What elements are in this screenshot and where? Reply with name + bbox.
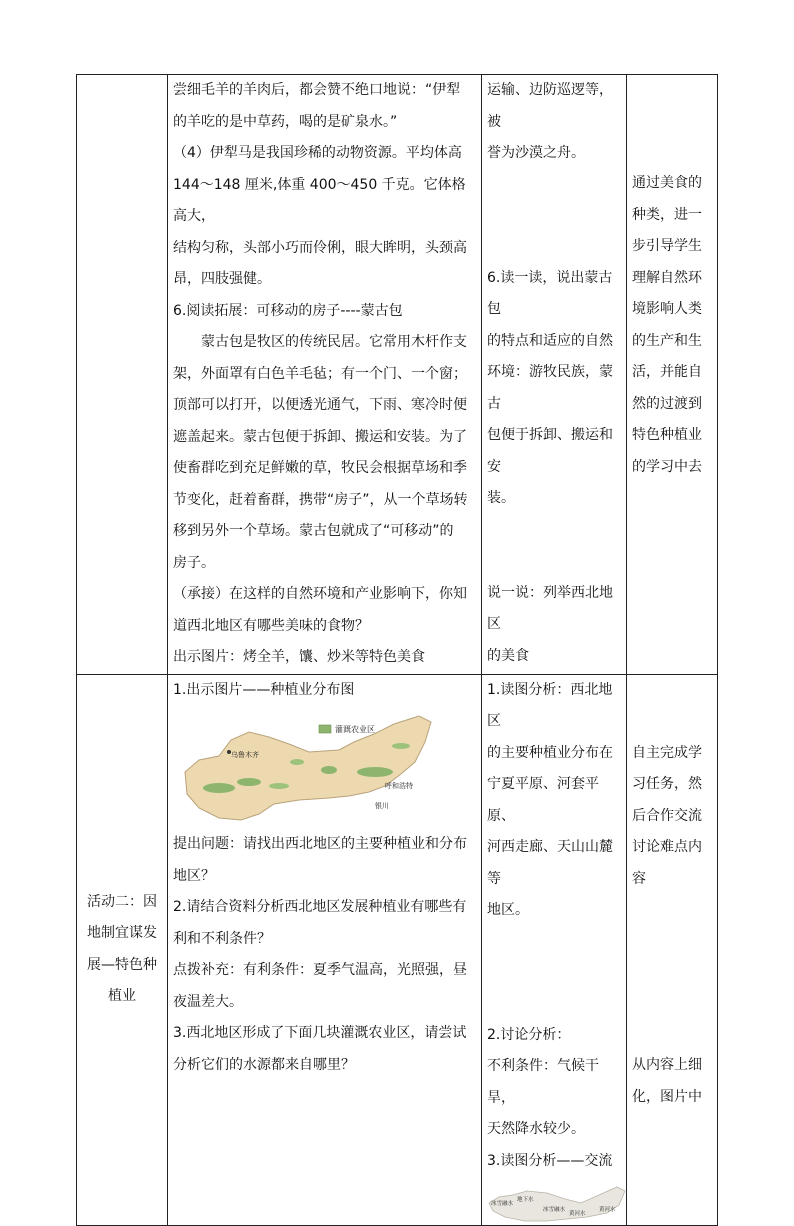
lesson-table — [76, 74, 718, 1226]
design-intent-cell — [627, 75, 718, 675]
student-activity-cell — [482, 674, 627, 1226]
activity-cell-empty — [77, 75, 168, 675]
text-line: 6.读一读，说出蒙古包 — [487, 269, 613, 317]
text-line: 出示图片：烤全羊，馕、炒米等特色美食 — [173, 649, 425, 665]
text-line: 144～148 厘米,体重 400～450 千克。它体格高大， — [173, 176, 466, 224]
text-line: 的生产和生 — [632, 332, 702, 349]
text-line: 活动二：因 — [87, 893, 157, 910]
text-line: 地区。 — [487, 902, 529, 918]
text-line: （承接）在这样的自然环境和产业影响下，你知 — [173, 586, 467, 602]
map-label: 冰雪融水 — [543, 1207, 566, 1213]
student-activity-cell — [482, 75, 627, 675]
text-line: 遮盖起来。蒙古包便于拆卸、搬运和安装。为了 — [173, 428, 467, 445]
text-line: 然的过渡到 — [632, 395, 702, 412]
text-line: 包便于拆卸、搬运和安 — [487, 427, 613, 475]
text-line: 移到另外一个草场。蒙古包就成了“可移动”的 — [173, 523, 454, 539]
text-line: 宁夏平原、河套平原、 — [487, 776, 599, 824]
text-line: 夜温差大。 — [173, 993, 243, 1010]
text-line: 装。 — [487, 490, 515, 506]
planting-distribution-map — [179, 712, 439, 827]
text-line: 提出问题：请找出西北地区的主要种植业和分布 — [173, 836, 467, 852]
text-line: 种类，进一 — [632, 206, 702, 223]
text-line: 誉为沙漠之舟。 — [487, 145, 585, 161]
text-line: （4）伊犁马是我国珍稀的动物资源。平均体高 — [173, 145, 462, 161]
text-line: 通过美食的 — [632, 175, 702, 191]
text-line: 不利条件：气候干旱， — [487, 1058, 599, 1106]
text-line: 尝细毛羊的羊肉后，都会赞不绝口地说：“伊犁 — [173, 82, 461, 98]
map-label: 地下水 — [517, 1197, 534, 1203]
water-source-map — [487, 1181, 627, 1225]
text-line: 3.读图分析——交流 — [487, 1152, 613, 1169]
map-city-label: 乌鲁木齐 — [231, 751, 259, 759]
text-line: 后合作交流 — [632, 807, 702, 824]
text-line: 地区？ — [173, 867, 215, 884]
text-line: 的主要种植业分布在 — [487, 744, 613, 761]
text-line: 点拨补充：有利条件：夏季气温高，光照强，昼 — [173, 962, 467, 978]
text-line: 顶部可以打开，以便透光通气，下雨、寒冷时便 — [173, 397, 467, 413]
text-line: 6.阅读拓展：可移动的房子----蒙古包 — [173, 302, 403, 319]
table-row — [77, 75, 718, 675]
text-line: 1.读图分析：西北地区 — [487, 681, 613, 729]
text-line: 昂，四肢强健。 — [173, 271, 271, 287]
text-line: 步引导学生 — [632, 238, 702, 254]
text-line: 使畜群吃到充足鲜嫩的草，牧民会根据草场和季 — [173, 460, 467, 476]
map-city-label: 呼和浩特 — [385, 782, 413, 790]
table-row — [77, 674, 718, 1226]
text-line: 分析它们的水源都来自哪里？ — [173, 1056, 355, 1073]
text-line: 的学习中去 — [632, 458, 702, 475]
text-line: 节变化，赶着畜群，携带“房子”，从一个草场转 — [173, 491, 468, 508]
text-line: 架，外面罩有白色羊毛毡；有一个门、一个窗； — [173, 365, 467, 382]
activity-title-cell — [77, 674, 168, 1226]
design-intent-cell — [627, 674, 718, 1226]
text-line: 房子。 — [173, 554, 215, 571]
text-line: 2.请结合资料分析西北地区发展种植业有哪些有 — [173, 899, 467, 915]
map-city-label: 银川 — [375, 802, 389, 810]
text-line: 植业 — [108, 988, 136, 1005]
text-line: 境影响人类 — [632, 301, 702, 317]
map-label: 黄河水 — [569, 1211, 586, 1217]
text-line: 讨论难点内 — [632, 839, 702, 855]
legend-swatch — [319, 725, 331, 733]
text-line: 自主完成学 — [632, 744, 702, 761]
text-line: 地制宜谋发 — [87, 925, 157, 942]
text-line: 理解自然环 — [632, 269, 702, 286]
text-line: 运输、边防巡逻等，被 — [487, 82, 613, 130]
map-label: 冰雪融水 — [491, 1201, 514, 1207]
text-line: 天然降水较少。 — [487, 1121, 585, 1137]
text-line: 习任务，然 — [632, 776, 702, 792]
text-line: 3.西北地区形成了下面几块灌溉农业区，请尝试 — [173, 1025, 467, 1041]
text-line: 1.出示图片——种植业分布图 — [173, 681, 355, 698]
text-line: 说一说：列举西北地区 — [487, 584, 613, 632]
text-line: 活，并能自 — [632, 364, 702, 380]
teacher-activity-cell — [168, 674, 482, 1226]
text-line: 蒙古包是牧区的传统民居。它常用木杆作支 — [201, 334, 467, 350]
text-line: 的羊吃的是中草药，喝的是矿泉水。” — [173, 113, 398, 130]
text-line: 特色种植业 — [632, 427, 702, 443]
text-line: 展—特色种 — [87, 956, 157, 973]
text-line: 环境：游牧民族，蒙古 — [487, 364, 613, 412]
text-line: 河西走廊、天山山麓等 — [487, 839, 613, 887]
text-line: 从内容上细 — [632, 1057, 702, 1073]
text-line: 利和不利条件？ — [173, 930, 271, 947]
text-line: 结构匀称，头部小巧而伶俐，眼大眸明，头颈高 — [173, 239, 467, 256]
map-legend-label: 灌溉农业区 — [335, 725, 375, 734]
text-line: 化，图片中 — [632, 1088, 702, 1105]
text-line: 的美食 — [487, 647, 529, 664]
text-line: 道西北地区有哪些美味的食物？ — [173, 617, 369, 634]
teacher-activity-cell — [168, 75, 482, 675]
text-line: 容 — [632, 870, 646, 887]
text-line: 2.讨论分析： — [487, 1026, 571, 1043]
map-label: 黄河水 — [599, 1207, 616, 1213]
text-line: 的特点和适应的自然 — [487, 332, 613, 349]
